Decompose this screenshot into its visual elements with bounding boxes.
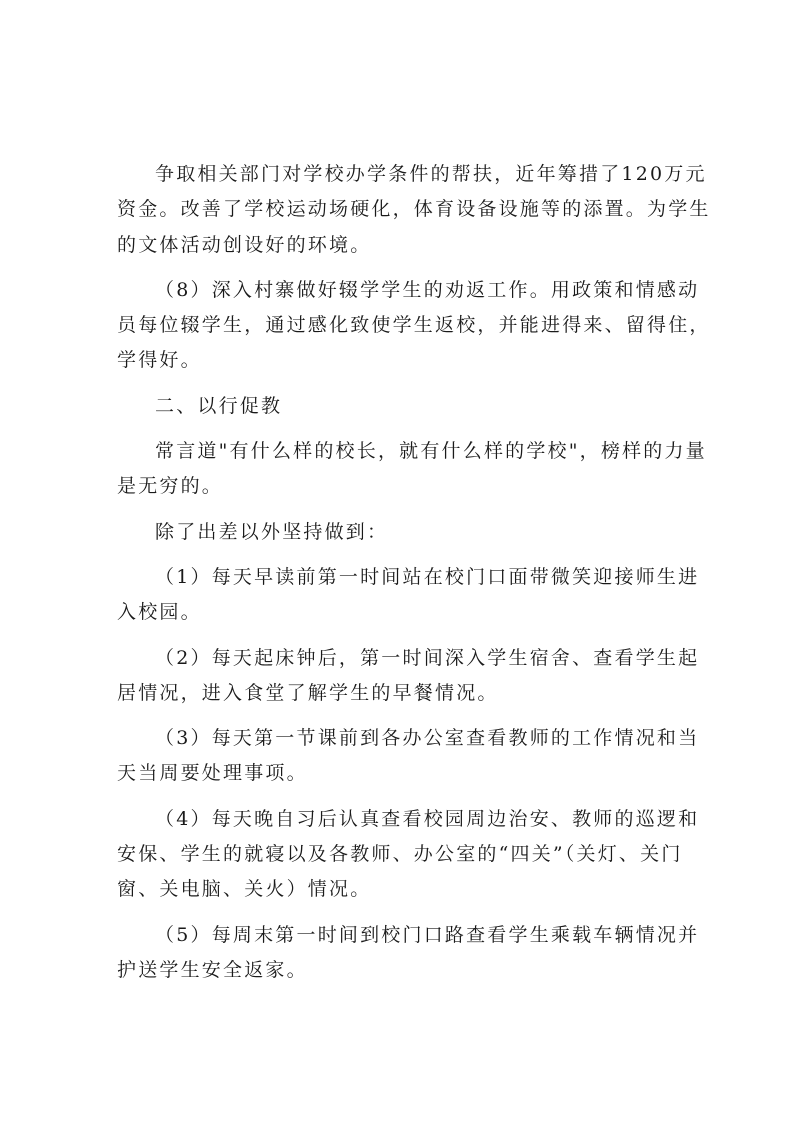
section-heading: 二、以行促教 <box>155 394 283 417</box>
paragraph-item-4: （4）每天晚自习后认真查看校园周边治安、教师的巡逻和安保、学生的就寝以及各教师、办公室的“四关”（关灯、关门窗、关电脑、关火）情况。 <box>117 807 700 901</box>
paragraph-item-2: （2）每天起床钟后，第一时间深入学生宿舍、查看学生起居情况，进入食堂了解学生的早餐情况。 <box>117 646 700 704</box>
paragraph-item-8: （8）深入村寨做好辍学学生的劝返工作。用政策和情感动员每位辍学生，通过感化致使学生返校，并能进得来、留得住，学得好。 <box>117 278 711 372</box>
paragraph-intro: 除了出差以外坚持做到： <box>155 520 389 543</box>
paragraph-item-3: （3）每天第一节课前到各办公室查看教师的工作情况和当天当周要处理事项。 <box>117 727 700 785</box>
paragraph-item-1: （1）每天早读前第一时间站在校门口面带微笑迎接师生进入校园。 <box>117 565 700 624</box>
paragraph-saying: 常言道"有什么样的校长，就有什么样的学校"，榜样的力量是无穷的。 <box>117 440 707 498</box>
paragraph-item-5: （5）每周末第一时间到校门口路查看学生乘载车辆情况并护送学生安全返家。 <box>117 923 700 981</box>
document-body <box>117 157 717 998</box>
paragraph-funding: 争取相关部门对学校办学条件的帮扶，近年筹措了120万元资金。改善了学校运动场硬化，体育设备设施等的添置。为学生的文体活动创设好的环境。 <box>117 163 711 256</box>
